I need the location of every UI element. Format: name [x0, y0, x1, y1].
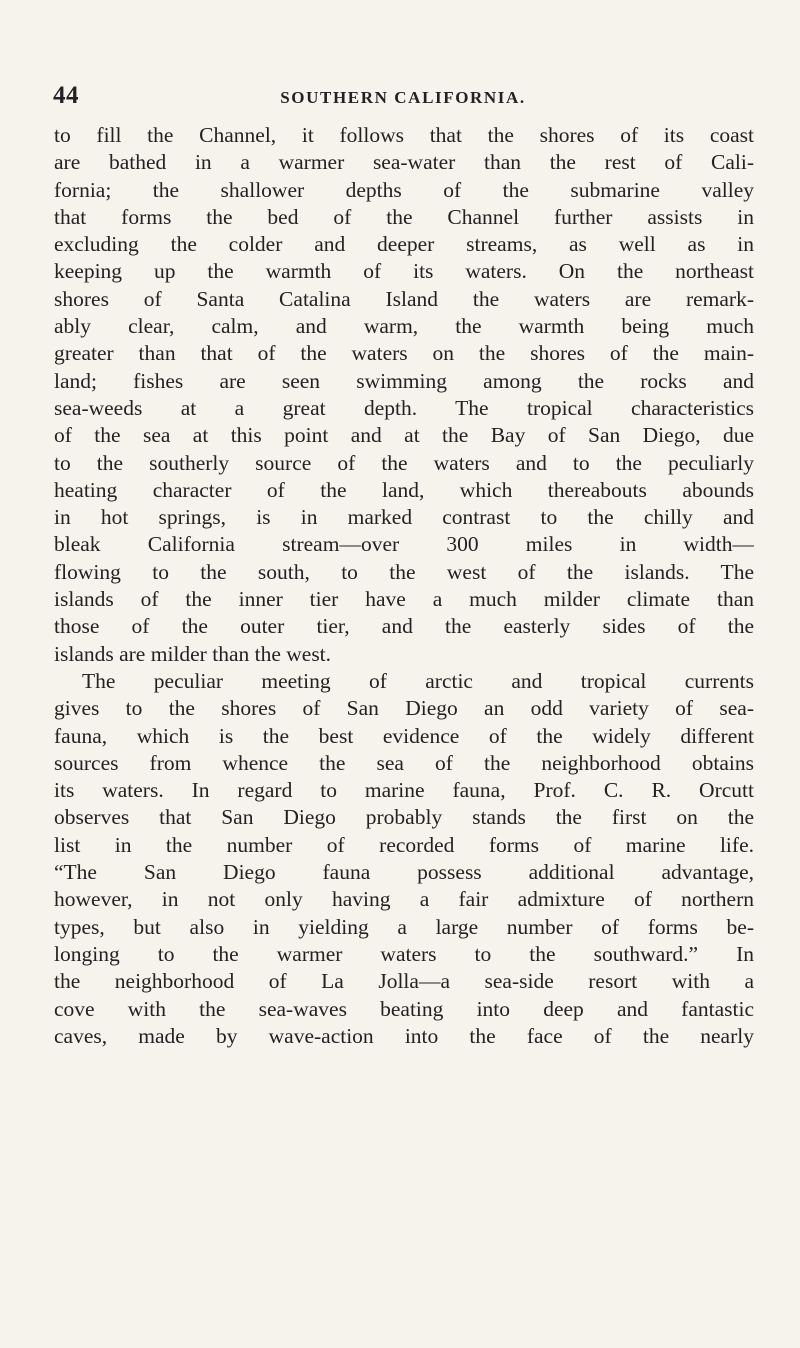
- text-line: types, but also in yielding a large number of forms be-: [54, 914, 754, 939]
- text-line: however, in not only having a fair admixture of northern: [54, 887, 754, 912]
- text-line: ably clear, calm, and warm, the warmth being much: [54, 314, 754, 339]
- paragraph: [54, 122, 754, 668]
- text-line: in hot springs, is in marked contrast to the chilly and: [54, 505, 754, 530]
- text-line: sea-weeds at a great depth. The tropical characteristics: [54, 395, 754, 420]
- text-line: heating character of the land, which thereabouts abounds: [54, 477, 754, 502]
- text-line: of the sea at this point and at the Bay of San Diego, due: [54, 423, 754, 448]
- text-line: cove with the sea-waves beating into deep and fantastic: [54, 996, 754, 1021]
- text-line: fauna, which is the best evidence of the widely different: [54, 723, 754, 748]
- body-text: [54, 122, 754, 1050]
- page-header: [53, 82, 753, 112]
- text-line: that forms the bed of the Channel further assists in: [54, 204, 754, 229]
- text-line: excluding the colder and deeper streams, as well as in: [54, 232, 754, 257]
- text-line: longing to the warmer waters to the southward.” In: [54, 941, 754, 966]
- text-line: observes that San Diego probably stands the first on the: [54, 805, 754, 830]
- text-line: are bathed in a warmer sea-water than the rest of Cali-: [54, 150, 754, 175]
- text-line: The peculiar meeting of arctic and tropical currents: [82, 668, 754, 693]
- text-line: to the southerly source of the waters and to the peculiarly: [54, 450, 754, 475]
- text-line: flowing to the south, to the west of the islands. The: [54, 559, 754, 584]
- text-line: shores of Santa Catalina Island the waters are remark-: [54, 286, 754, 311]
- text-line: land; fishes are seen swimming among the rocks and: [54, 368, 754, 393]
- text-line: the neighborhood of La Jolla—a sea-side resort with a: [54, 969, 754, 994]
- text-line: bleak California stream—over 300 miles in width—: [54, 532, 754, 557]
- text-line: caves, made by wave-action into the face of the nearly: [54, 1023, 754, 1048]
- text-line: islands are milder than the west.: [54, 641, 332, 666]
- text-line: greater than that of the waters on the shores of the main-: [54, 341, 754, 366]
- page-number: 44: [53, 82, 79, 109]
- text-line: islands of the inner tier have a much milder climate than: [54, 587, 754, 612]
- text-line: sources from whence the sea of the neighborhood obtains: [54, 750, 754, 775]
- text-line: its waters. In regard to marine fauna, Prof. C. R. Orcutt: [54, 778, 754, 803]
- running-head: SOUTHERN CALIFORNIA.: [280, 88, 526, 107]
- text-line: “The San Diego fauna possess additional advantage,: [54, 860, 754, 885]
- text-line: gives to the shores of San Diego an odd variety of sea-: [54, 696, 754, 721]
- text-line: those of the outer tier, and the easterly sides of the: [54, 614, 754, 639]
- paragraph: [54, 668, 754, 1050]
- text-line: fornia; the shallower depths of the submarine valley: [54, 177, 754, 202]
- text-line: to fill the Channel, it follows that the shores of its coast: [54, 123, 754, 147]
- text-line: keeping up the warmth of its waters. On the northeast: [54, 259, 754, 284]
- text-line: list in the number of recorded forms of marine life.: [54, 832, 754, 857]
